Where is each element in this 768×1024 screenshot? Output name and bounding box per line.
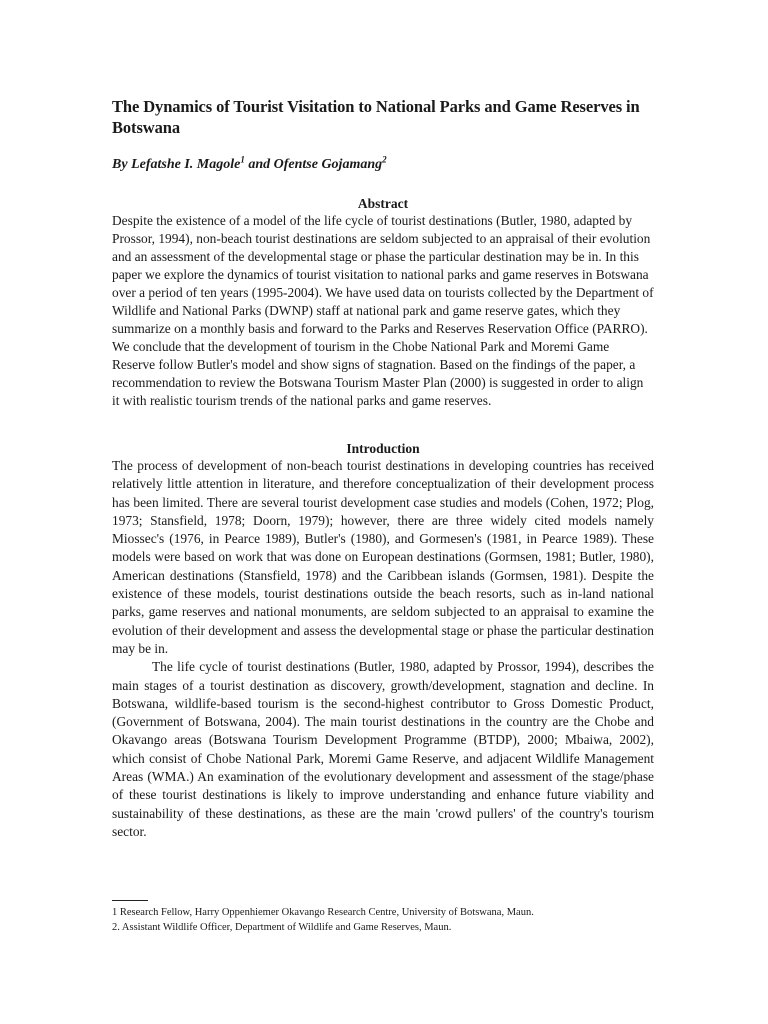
byline-conjunction: and — [244, 157, 274, 172]
abstract-heading: Abstract — [357, 196, 409, 211]
abstract-text: Despite the existence of a model of the life cycle of tourist destinations (Butler, 1980, adapted by Prossor, 1994), non-beach tourist destinations are seldom subjected to an appraisal of their evolution and an assessment of the developmental stage or phase the particular destination may be in. In this paper we explore the dynamics of tourist visitation to national parks and game reserves in Botswana over a period of ten years (1995-2004). We have used data on tourists collected by the Department of Wildlife and National Parks (DWNP) staff at national park and game reserve gates, which they summarize on a monthly basis and forward to the Parks and Reserves Reservation Office (PARRO). We conclude that the development of tourism in the Chobe National Park and Moremi Game Reserve follow Butler's model and show signs of stagnation. Based on the findings of the paper, a recommendation to review the Botswana Tourism Master Plan (2000) is suggested in order to align it with realistic tourism trends of the national parks and game reserves. — [112, 213, 654, 408]
byline-prefix: By — [112, 157, 132, 172]
introduction-paragraph-2: The life cycle of tourist destinations (Butler, 1980, adapted by Prossor, 1994), describes the main stages of a tourist destination as discovery, growth/development, stagnation and decline. In Botswana, wildlife-based tourism is the second-highest contributor to Gross Domestic Product, (Government of Botswana, 2004). The main tourist destinations in the country are the Chobe and Okavango areas (Botswana Tourism Development Programme (BTDP), 2000; Mbaiwa, 2002), which consist of Chobe National Park, Moremi Game Reserve, and adjacent Wildlife Management Areas (WMA.) An examination of the evolutionary development and assessment of the stage/phase of these tourist destinations is likely to improve understanding and enhance future viability and sustainability of these destinations, as these are the main 'crowd pullers' of the country's tourism sector. — [112, 659, 654, 839]
author-1-footnote-mark: 1 — [240, 154, 245, 165]
paper-title: The Dynamics of Tourist Visitation to National Parks and Game Reserves in Botswana — [112, 97, 640, 137]
footnote-1: 1 Research Fellow, Harry Oppenhiemer Okavango Research Centre, University of Botswana, Maun. — [112, 907, 534, 918]
author-byline — [112, 156, 654, 174]
author-1-name: Lefatshe I. Magole — [131, 157, 241, 172]
introduction-heading: Introduction — [346, 441, 420, 456]
author-2-footnote-mark: 2 — [382, 154, 387, 165]
footnote-divider — [112, 900, 148, 901]
footnotes — [112, 905, 654, 935]
footnote-2: 2. Assistant Wildlife Officer, Department of Wildlife and Game Reserves, Maun. — [112, 922, 452, 933]
introduction-paragraph-1: The process of development of non-beach tourist destinations in developing countries has received relatively little attention in literature, and therefore conceptualization of their development process has been limited. There are several tourist development case studies and models (Cohen, 1972; Plog, 1973; Stansfield, 1978; Doorn, 1979); however, there are three widely cited models namely Miossec's (1976, in Pearce 1989), Butler's (1980), and Gormesen's (1981, in Pearce 1989). These models were based on work that was done on European destinations (Gormsen, 1981; Butler, 1980), American destinations (Stansfield, 1978) and the Caribbean islands (Gormsen, 1981). Despite the existence of these models, tourist destinations outside the beach resorts, such as in-land national parks, game reserves and national monuments, are seldom subjected to an appraisal to examine the evolution of their development and assess the developmental stage or phase the particular destination may be in. — [112, 458, 654, 656]
author-2-name: Ofentse Gojamang — [273, 157, 383, 172]
paper-page — [112, 96, 654, 841]
